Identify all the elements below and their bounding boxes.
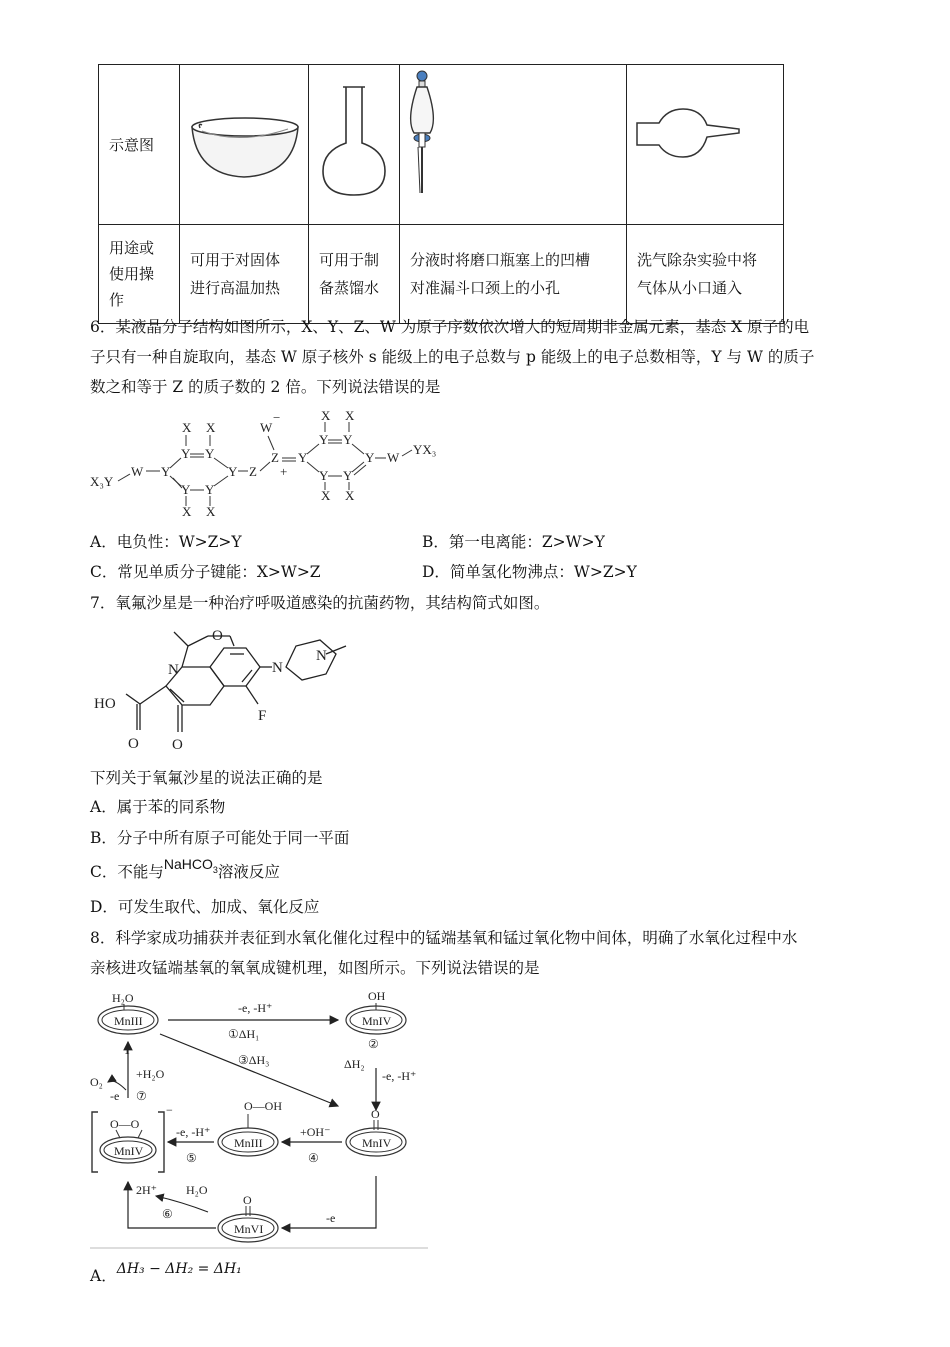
q7-option-c[interactable]: C．不能与NaHCO$_3$溶液反应 — [90, 856, 280, 881]
evaporating-dish-image — [180, 65, 308, 215]
separatory-funnel-image — [400, 65, 626, 215]
step1-label: ①ΔH₁ — [228, 1027, 260, 1041]
svg-text:X: X — [321, 408, 331, 423]
svg-text:Y: Y — [205, 446, 215, 461]
n-label-3: N — [316, 648, 327, 664]
usage-row — [99, 225, 784, 324]
svg-text:X: X — [345, 408, 355, 423]
svg-text:Y: Y — [161, 464, 171, 479]
svg-text:YX₃: YX₃ — [413, 442, 437, 457]
svg-text:Y: Y — [298, 450, 308, 465]
apparatus-table — [98, 64, 784, 324]
step5-top: -e, -H⁺ — [176, 1125, 211, 1139]
diagram-row-header: 示意图 — [99, 65, 180, 225]
mn4-left-label: MnIV — [114, 1144, 144, 1158]
q6-option-a[interactable]: A．电负性：W>Z>Y — [90, 533, 242, 551]
svg-text:X₃Y: X₃Y — [90, 474, 114, 489]
n-label-2: N — [272, 660, 283, 676]
q6-stem-line-3: 数之和等于 Z 的质子数的 2 倍。下列说法错误的是 — [90, 378, 441, 396]
oo-ligand: O—O — [110, 1117, 140, 1131]
svg-text:Y: Y — [319, 468, 329, 483]
svg-text:Y: Y — [228, 464, 238, 479]
o-label-2: O — [172, 737, 183, 753]
mn6-label: MnVI — [234, 1222, 264, 1236]
q7-stem: 7．氧氟沙星是一种治疗呼吸道感染的抗菌药物，其结构简式如图。 — [90, 594, 550, 612]
ho-label: HO — [94, 696, 116, 712]
ooh-ligand: O—OH — [244, 1099, 282, 1113]
mn4-mid-label: MnIV — [362, 1136, 392, 1150]
o-eq-2: O — [243, 1193, 252, 1207]
o-eq-1: O — [371, 1107, 380, 1121]
svg-text:Y: Y — [319, 432, 329, 447]
usage-row-header: 用途或 使用操 作 — [99, 225, 180, 324]
step7-e: -e — [110, 1089, 120, 1103]
usage-cell-1: 可用于对固体 进行高温加热 — [180, 225, 309, 324]
mn3-top-label: MnIII — [114, 1014, 143, 1028]
ofloxacin-structure — [90, 616, 350, 758]
step2-side: -e, -H⁺ — [382, 1069, 417, 1083]
svg-text:X: X — [182, 420, 192, 435]
q7-option-b[interactable]: B．分子中所有原子可能处于同一平面 — [90, 829, 350, 847]
q8-stem-line-1: 8．科学家成功捕获并表征到水氧化催化过程中的锰端基氧和锰过氧化物中间体，明确了水氧化过程中水 — [90, 929, 798, 947]
step4-top: +OH⁻ — [300, 1125, 331, 1139]
n-label-1: N — [168, 662, 179, 678]
o-label-3: O — [212, 628, 223, 644]
round-flask-image — [309, 65, 399, 215]
step4-label: ④ — [308, 1151, 319, 1165]
washing-bottle-cell — [627, 65, 784, 225]
svg-text:X: X — [182, 504, 192, 519]
oh-ligand: OH — [368, 989, 386, 1003]
step2-label: ② — [368, 1037, 379, 1051]
svg-text:X: X — [345, 488, 355, 503]
step2-dh: ΔH₂ — [344, 1057, 365, 1071]
usage-cell-3: 分液时将磨口瓶塞上的凹槽 对准漏斗口颈上的小孔 — [400, 225, 627, 324]
o2-product: O₂ — [90, 1075, 103, 1089]
step6-left: 2H⁺ — [136, 1183, 157, 1197]
q6-stem-line-2: 子只有一种自旋取向，基态 W 原子核外 s 能级上的电子总数与 p 能级上的电子总数相等，Y 与 W 的质子 — [90, 348, 815, 366]
q7-option-d[interactable]: D．可发生取代、加成、氧化反应 — [90, 898, 320, 916]
svg-text:Y: Y — [181, 482, 191, 497]
step6-label: ⑥ — [162, 1207, 173, 1221]
svg-text:Y: Y — [343, 432, 353, 447]
h2o-ligand: H₂O — [112, 991, 134, 1005]
svg-text:−: − — [273, 410, 281, 425]
separatory-funnel-cell — [400, 65, 627, 225]
svg-text:W: W — [387, 450, 400, 465]
q8-option-a[interactable]: A．ΔH₃ − ΔH₂ = ΔH₁ — [90, 1261, 242, 1285]
one-label: 1 — [124, 1043, 130, 1057]
q7-option-a[interactable]: A．属于苯的同系物 — [90, 798, 226, 816]
f-label: F — [258, 708, 267, 724]
nahco3-formula: NaHCO$_3$ — [163, 856, 218, 875]
usage-cell-4: 洗气除杂实验中将 气体从小口通入 — [627, 225, 784, 324]
q6-stem-line-1: 6．某液晶分子结构如图所示，X、Y、Z、W 为原子序数依次增大的短周期非金属元素，基态 X 原子的电 — [90, 318, 810, 336]
mn3-mid-label: MnIII — [234, 1136, 263, 1150]
svg-text:Y: Y — [181, 446, 191, 461]
o-label-1: O — [128, 736, 139, 752]
q6-option-c[interactable]: C．常见单质分子键能：X>W>Z — [90, 563, 321, 581]
svg-text:X: X — [321, 488, 331, 503]
step6-right: H₂O — [186, 1183, 208, 1197]
usage-cell-2: 可用于制 备蒸馏水 — [309, 225, 400, 324]
step7-h2o: +H₂O — [136, 1067, 165, 1081]
mn4-top-label: MnIV — [362, 1014, 392, 1028]
q8-stem-line-2: 亲核进攻锰端基氧的氧氧成键机理，如图所示。下列说法错误的是 — [90, 959, 540, 977]
svg-text:Y: Y — [205, 482, 215, 497]
liquid-crystal-structure — [88, 404, 448, 519]
round-flask-cell — [309, 65, 400, 225]
step5-label: ⑤ — [186, 1151, 197, 1165]
step7-label: ⑦ — [136, 1089, 147, 1103]
q6-option-b[interactable]: B．第一电离能：Z>W>Y — [422, 533, 605, 551]
q7-prompt: 下列关于氧氟沙星的说法正确的是 — [90, 769, 323, 787]
svg-text:Y: Y — [343, 468, 353, 483]
mn-catalytic-cycle-diagram — [86, 982, 432, 1250]
q6-option-d[interactable]: D．简单氢化物沸点：W>Z>Y — [422, 563, 637, 581]
svg-text:Z: Z — [249, 464, 257, 479]
svg-text:W: W — [131, 464, 144, 479]
svg-text:X: X — [206, 420, 216, 435]
svg-text:X: X — [206, 504, 216, 519]
washing-bottle-image — [627, 65, 783, 215]
svg-text:Y: Y — [365, 450, 375, 465]
step1-top: -e, -H⁺ — [238, 1001, 273, 1015]
svg-text:W: W — [260, 420, 273, 435]
evaporating-dish-cell — [180, 65, 309, 225]
minus-charge: − — [166, 1103, 173, 1117]
minus-e-bottom: -e — [326, 1211, 336, 1225]
svg-text:+: + — [280, 464, 288, 479]
svg-text:Z: Z — [271, 450, 279, 465]
diagram-row — [99, 65, 784, 225]
step3-label: ③ΔH₃ — [238, 1053, 270, 1067]
q8-option-a-formula: ΔH₃ − ΔH₂ = ΔH₁ — [116, 1261, 242, 1277]
